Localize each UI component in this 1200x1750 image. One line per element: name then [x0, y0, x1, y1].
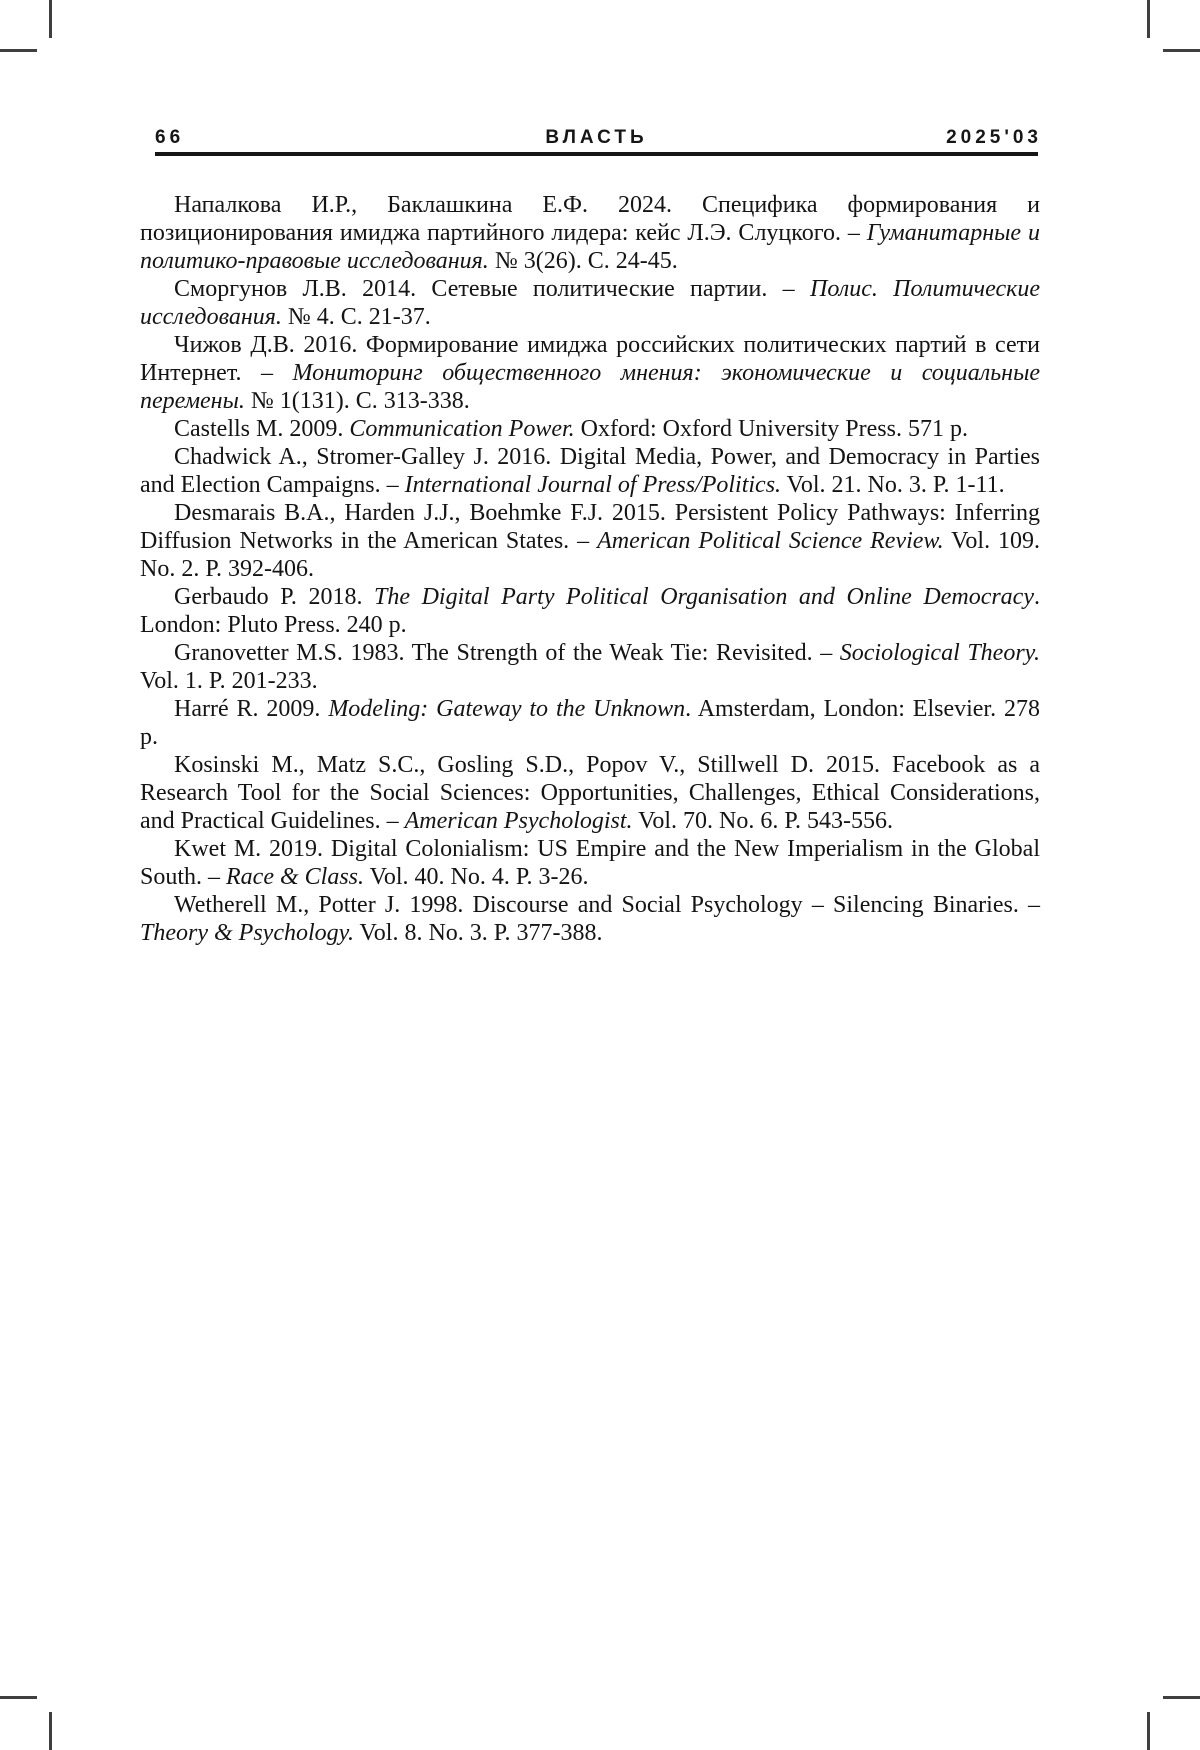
reference-entry — [140, 443, 1040, 499]
reference-source-title: American Psychologist. — [404, 808, 633, 834]
reference-source-title: Race & Class. — [226, 864, 365, 890]
reference-text: Сморгунов Л.В. 2014. Сетевые политические партии. – — [174, 276, 810, 302]
reference-text: Kwet M. 2019. Digital Colonialism: US Empire and the New Imperialism in the Global South. – — [140, 836, 1040, 890]
reference-text: Granovetter M.S. 1983. The Strength of the Weak Tie: Revisited. – — [174, 640, 840, 666]
reference-text: Kosinski M., Matz S.C., Gosling S.D., Popov V., Stillwell D. 2015. Facebook as a Research Tool for the Social Sciences: Opportunities, Challenges, Ethical Considerations, and Practical Guidelines. – — [140, 752, 1040, 834]
reference-entry — [140, 583, 1040, 639]
header-rule — [155, 152, 1038, 156]
reference-text: Wetherell M., Potter J. 1998. Discourse and Social Psychology – Silencing Binaries. – — [174, 892, 1040, 918]
reference-source-title: The Digital Party Political Organisation and Online Democracy — [374, 584, 1034, 610]
reference-text: № 1(131). С. 313-338. — [244, 388, 470, 414]
reference-source-title: Modeling: Gateway to the Unknown — [328, 696, 686, 722]
crop-mark-top-left-vertical — [49, 0, 52, 38]
crop-mark-bottom-left-vertical — [49, 1712, 52, 1750]
reference-text: Vol. 21. No. 3. P. 1-11. — [781, 472, 1005, 498]
reference-text: Vol. 8. No. 3. P. 377-388. — [353, 920, 603, 946]
reference-text: Чижов Д.В. 2016. Формирование имиджа российских политических партий в сети Интернет. – — [140, 332, 1040, 386]
reference-source-title: Мониторинг общественного мнения: экономические и социальные перемены. — [140, 360, 1040, 414]
crop-mark-top-right-vertical — [1147, 0, 1150, 38]
crop-mark-bottom-right-horizontal — [1163, 1696, 1200, 1699]
reference-source-title: American Political Science Review. — [597, 528, 944, 554]
reference-entry — [140, 835, 1040, 891]
reference-list — [140, 191, 1040, 947]
reference-source-title: Полис. Политические исследования. — [140, 276, 1041, 330]
page-header — [155, 127, 1042, 151]
issue-number: 2025'03 — [946, 127, 1042, 148]
reference-text: Vol. 70. No. 6. P. 543-556. — [632, 808, 894, 834]
reference-text: Gerbaudo P. 2018. — [174, 584, 375, 610]
reference-text: № 3(26). С. 24-45. — [488, 248, 678, 274]
journal-title: ВЛАСТЬ — [545, 127, 648, 148]
reference-text: Vol. 109. No. 2. P. 392-406. — [140, 528, 1041, 582]
reference-entry — [140, 499, 1040, 583]
reference-source-title: International Journal of Press/Politics. — [404, 472, 782, 498]
reference-source-title: Communication Power. — [349, 416, 575, 442]
reference-text: Desmarais B.A., Harden J.J., Boehmke F.J. 2015. Persistent Policy Pathways: Inferring Diffusion Networks in the American States. – — [140, 500, 1040, 554]
reference-entry — [140, 275, 1040, 331]
reference-source-title: Theory & Psychology. — [140, 920, 354, 946]
reference-source-title: Sociological Theory. — [839, 640, 1040, 666]
reference-text: Vol. 1. P. 201-233. — [140, 668, 318, 694]
crop-mark-bottom-left-horizontal — [0, 1696, 37, 1699]
page-number: 66 — [155, 127, 185, 148]
reference-text: Oxford: Oxford University Press. 571 p. — [574, 416, 968, 442]
crop-mark-top-right-horizontal — [1163, 49, 1200, 52]
reference-text: № 4. С. 21-37. — [281, 304, 431, 330]
reference-entry — [140, 331, 1040, 415]
reference-text: . London: Pluto Press. 240 p. — [140, 584, 1040, 638]
reference-source-title: Гуманитарные и политико-правовые исследования. — [140, 220, 1040, 274]
reference-text: . Amsterdam, London: Elsevier. 278 p. — [140, 696, 1040, 750]
reference-entry — [140, 415, 1040, 443]
crop-mark-bottom-right-vertical — [1147, 1712, 1150, 1750]
reference-text: Напалкова И.Р., Баклашкина Е.Ф. 2024. Специфика формирования и позиционирования имиджа партийного лидера: кейс Л.Э. Слуцкого. – — [140, 192, 1040, 246]
reference-text: Chadwick A., Stromer-Galley J. 2016. Digital Media, Power, and Democracy in Parties and Election Campaigns. – — [140, 444, 1040, 498]
reference-text: Vol. 40. No. 4. P. 3-26. — [364, 864, 589, 890]
reference-entry — [140, 891, 1040, 947]
reference-entry — [140, 191, 1040, 275]
reference-text: Castells M. 2009. — [174, 416, 350, 442]
reference-entry — [140, 751, 1040, 835]
reference-entry — [140, 695, 1040, 751]
reference-entry — [140, 639, 1040, 695]
reference-text: Harré R. 2009. — [174, 696, 329, 722]
crop-mark-top-left-horizontal — [0, 49, 37, 52]
